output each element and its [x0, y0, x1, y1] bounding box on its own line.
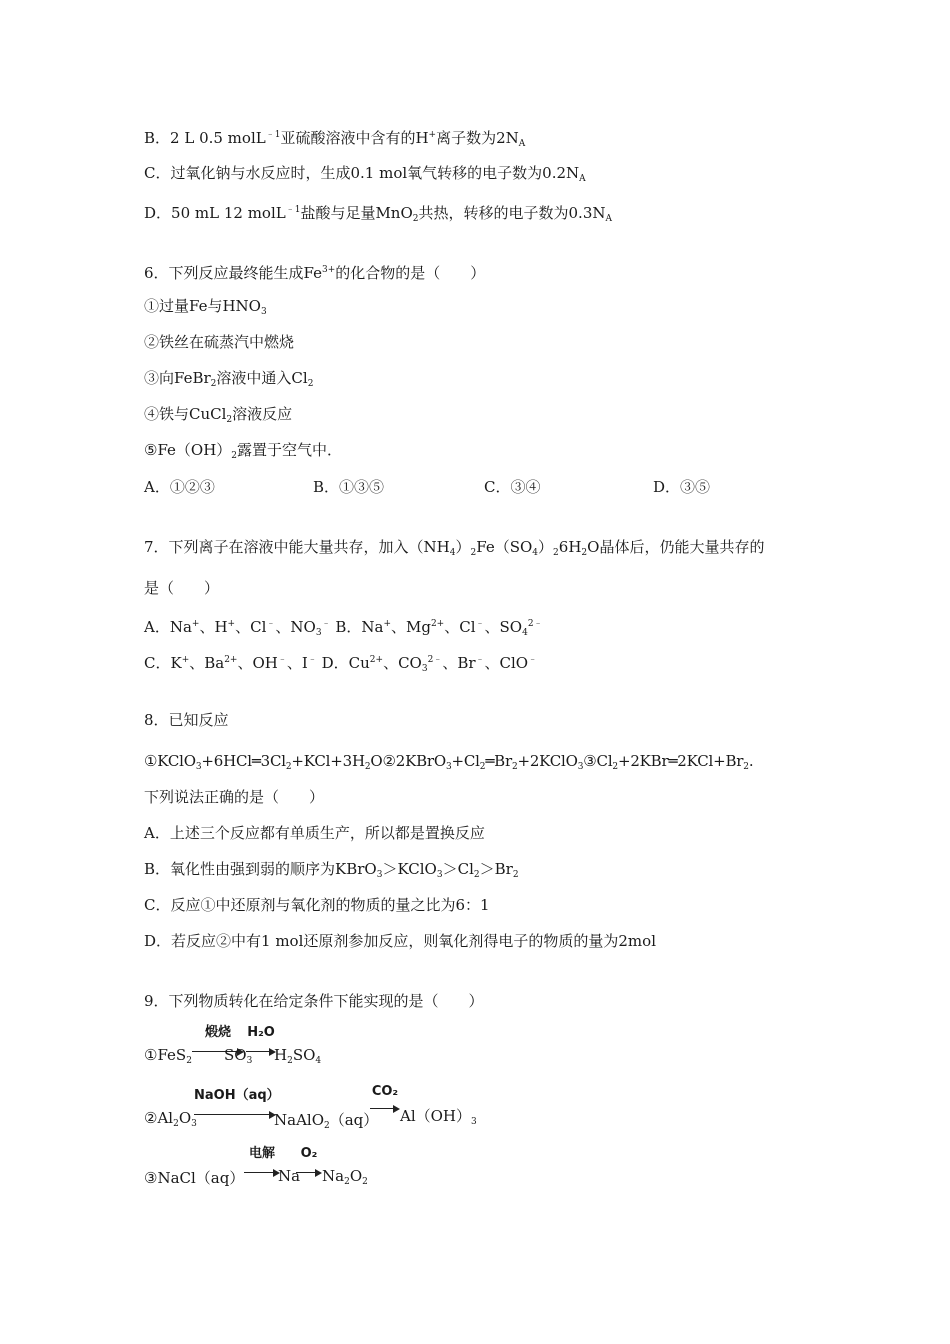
q9-r1-intermediate: $SO_3$ — [224, 1046, 253, 1066]
q6-stem: 6．下列反应最终能生成$Fe^{3+}$的化合物的是（ ） — [144, 264, 486, 282]
q6-item-3: ③向FeBr$_2$溶液中通入$Cl_2$ — [144, 369, 314, 389]
q6-item-1: ①过量Fe与$HNO_3$ — [144, 297, 267, 317]
q8-option-b: B．氧化性由强到弱的顺序为$KBrO_3>KClO_3>Cl_2>Br_2$ — [144, 860, 519, 880]
q8-option-c: C．反应①中还原剂与氧化剂的物质的量之比为6：1 — [144, 896, 490, 914]
q8-option-d: D．若反应②中有1 mol还原剂参加反应，则氧化剂得电子的物质的量为2mol — [144, 932, 656, 950]
q9-r3-arrow-2 — [296, 1147, 322, 1173]
q9-r1-condition-1: 煅烧 — [204, 1025, 231, 1040]
q9-r2-reactant: $②Al_2O_3$ — [144, 1109, 197, 1129]
q7-options-ab: A．Na+、H+、Cl﹣、$NO_3^﹣$ B．Na+、$Mg^{2+}$、Cl﹣、$SO_4^{2﹣}$ — [144, 618, 543, 638]
q9-r3-condition-1: 电解 — [248, 1146, 275, 1161]
q7-stem-continued: 是（ ） — [144, 579, 220, 597]
q8-ask: 下列说法正确的是（ ） — [144, 788, 325, 806]
q9-reaction-1 — [144, 1022, 444, 1066]
q9-r1-product: $H_2SO_4$ — [274, 1046, 322, 1066]
q9-reaction-3 — [144, 1143, 444, 1187]
q9-r1-reactant: ①FeS$_2$ — [144, 1046, 192, 1066]
q5-option-b: B．2 L 0.5 molL$^{﹣1}$亚硫酸溶液中含有的H+离子数为$2N_A$ — [144, 129, 526, 149]
q6-option-c: C．③④ — [484, 478, 541, 496]
q9-r3-product: $Na_2O_2$ — [322, 1167, 368, 1187]
q6-option-a: A．①②③ — [144, 478, 215, 496]
q6-option-d: D．③⑤ — [653, 478, 711, 496]
q9-r2-arrow-1 — [194, 1088, 280, 1115]
q7-stem: 7．下列离子在溶液中能大量共存，加入$(NH_4)_2Fe(SO_4)_26H_2O$晶体后，仍能大量共存的 — [144, 538, 765, 558]
q9-reaction-2 — [144, 1084, 544, 1131]
q6-item-2: ②铁丝在硫蒸汽中燃烧 — [144, 333, 295, 351]
q9-r3-intermediate: Na — [278, 1167, 301, 1185]
q9-r2-condition-2: CO₂ — [371, 1084, 399, 1099]
q6-item-5: $⑤Fe(OH)_2$露置于空气中． — [144, 441, 343, 461]
q5-option-c: C．过氧化钠与水反应时，生成0.1 mol氧气转移的电子数为$0.2N_A$ — [144, 164, 586, 184]
q8-reactions: $①KClO_3+6HCl═3Cl_2+KCl+3H_2O②2KBrO_3+Cl_2═Br_2+2KClO_3③Cl_2+2KBr═2KCl+Br_2$. — [144, 752, 754, 772]
q8-stem: 8．已知反应 — [144, 711, 229, 729]
q5-option-d: D．50 mL 12 molL$^{﹣1}$盐酸与足量MnO$_2$共热，转移的电子数为$0.3N_A$ — [144, 204, 612, 224]
q7-options-cd: C．K+、$Ba^{2+}$、OH﹣、I﹣ D．$Cu^{2+}$、$CO_3^{2﹣}$、Br﹣、ClO﹣ — [144, 654, 538, 674]
q6-item-4: ④铁与CuCl$_2$溶液反应 — [144, 405, 293, 425]
q9-r2-condition-1: NaOH（aq） — [194, 1088, 280, 1103]
q9-r1-condition-2: H₂O — [247, 1025, 275, 1040]
q8-option-a: A．上述三个反应都有单质生产，所以都是置换反应 — [144, 824, 485, 842]
q9-r2-intermediate: NaAlO$_2$（aq） — [274, 1111, 379, 1131]
q9-r3-arrow-1 — [244, 1147, 280, 1173]
q9-r2-product: $Al(OH)_3$ — [400, 1107, 477, 1127]
q9-r3-condition-2: O₂ — [300, 1146, 318, 1161]
q9-stem: 9．下列物质转化在给定条件下能实现的是（ ） — [144, 992, 484, 1010]
q9-r1-arrow-2 — [246, 1026, 276, 1052]
q9-r2-arrow-2 — [370, 1085, 400, 1109]
q9-r3-reactant: ③NaCl（aq） — [144, 1169, 245, 1187]
q6-option-b: B．①③⑤ — [313, 478, 385, 496]
